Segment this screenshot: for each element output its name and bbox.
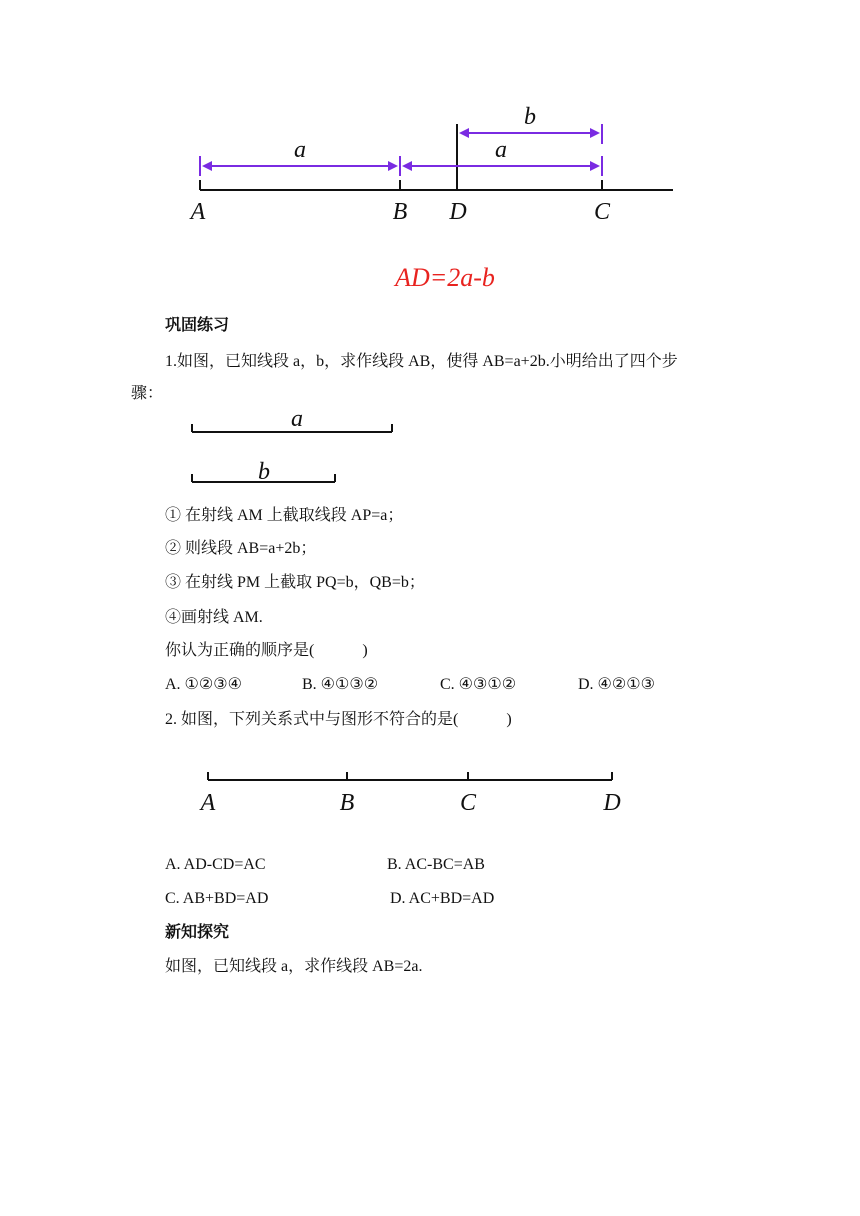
q1-text-line1: 1.如图，已知线段 a，b，求作线段 AB，使得 AB=a+2b.小明给出了四个步 <box>165 353 678 370</box>
q1-option-d: D. ④②①③ <box>578 676 655 693</box>
seg-b-label: b <box>258 459 270 485</box>
point-a: A <box>190 199 206 225</box>
formula: AD=2a-b <box>395 263 495 292</box>
q1-step-2: ② 则线段 AB=a+2b； <box>165 540 317 557</box>
q2-text: 2. 如图，下列关系式中与图形不符合的是( ) <box>165 711 512 728</box>
q2-option-d: D. AC+BD=AD <box>390 890 495 907</box>
label-seg-a2: a <box>495 137 507 163</box>
q2-option-a: A. AD-CD=AC <box>165 856 266 873</box>
q2-option-b: B. AC-BC=AB <box>387 856 485 873</box>
arrow-group <box>200 124 602 176</box>
q2-option-c: C. AB+BD=AD <box>165 890 269 907</box>
q1-option-a: A. ①②③④ <box>165 676 242 693</box>
q1-text-line2: 骤： <box>131 385 164 402</box>
q1-option-c: C. ④③①② <box>440 676 517 693</box>
figure-segments-a-b <box>0 400 860 490</box>
q1-step-3: ③ 在射线 PM 上截取 PQ=b，QB=b； <box>165 574 425 591</box>
q1-options <box>0 674 860 696</box>
q2-point-d: D <box>603 790 621 816</box>
label-seg-a1: a <box>294 137 306 163</box>
figure-segment-construction <box>0 0 860 300</box>
q2-point-a: A <box>200 790 216 816</box>
label-seg-b: b <box>524 104 536 130</box>
q1-option-b: B. ④①③② <box>302 676 379 693</box>
figure-abcd-line <box>0 760 860 830</box>
q1-step-4: ④画射线 AM. <box>165 609 263 626</box>
point-d: D <box>449 199 467 225</box>
q3-text: 如图，已知线段 a，求作线段 AB=2a. <box>165 958 423 975</box>
q2-point-b: B <box>339 790 355 816</box>
seg-a-label: a <box>291 406 303 432</box>
q1-question: 你认为正确的顺序是( ) <box>165 642 368 659</box>
point-b: B <box>392 199 408 225</box>
section-title-practice: 巩固练习 <box>165 317 230 334</box>
q1-step-1: ① 在射线 AM 上截取线段 AP=a； <box>165 507 404 524</box>
section-title-explore: 新知探究 <box>165 924 230 941</box>
q2-point-c: C <box>459 790 477 816</box>
point-c: C <box>593 199 611 225</box>
